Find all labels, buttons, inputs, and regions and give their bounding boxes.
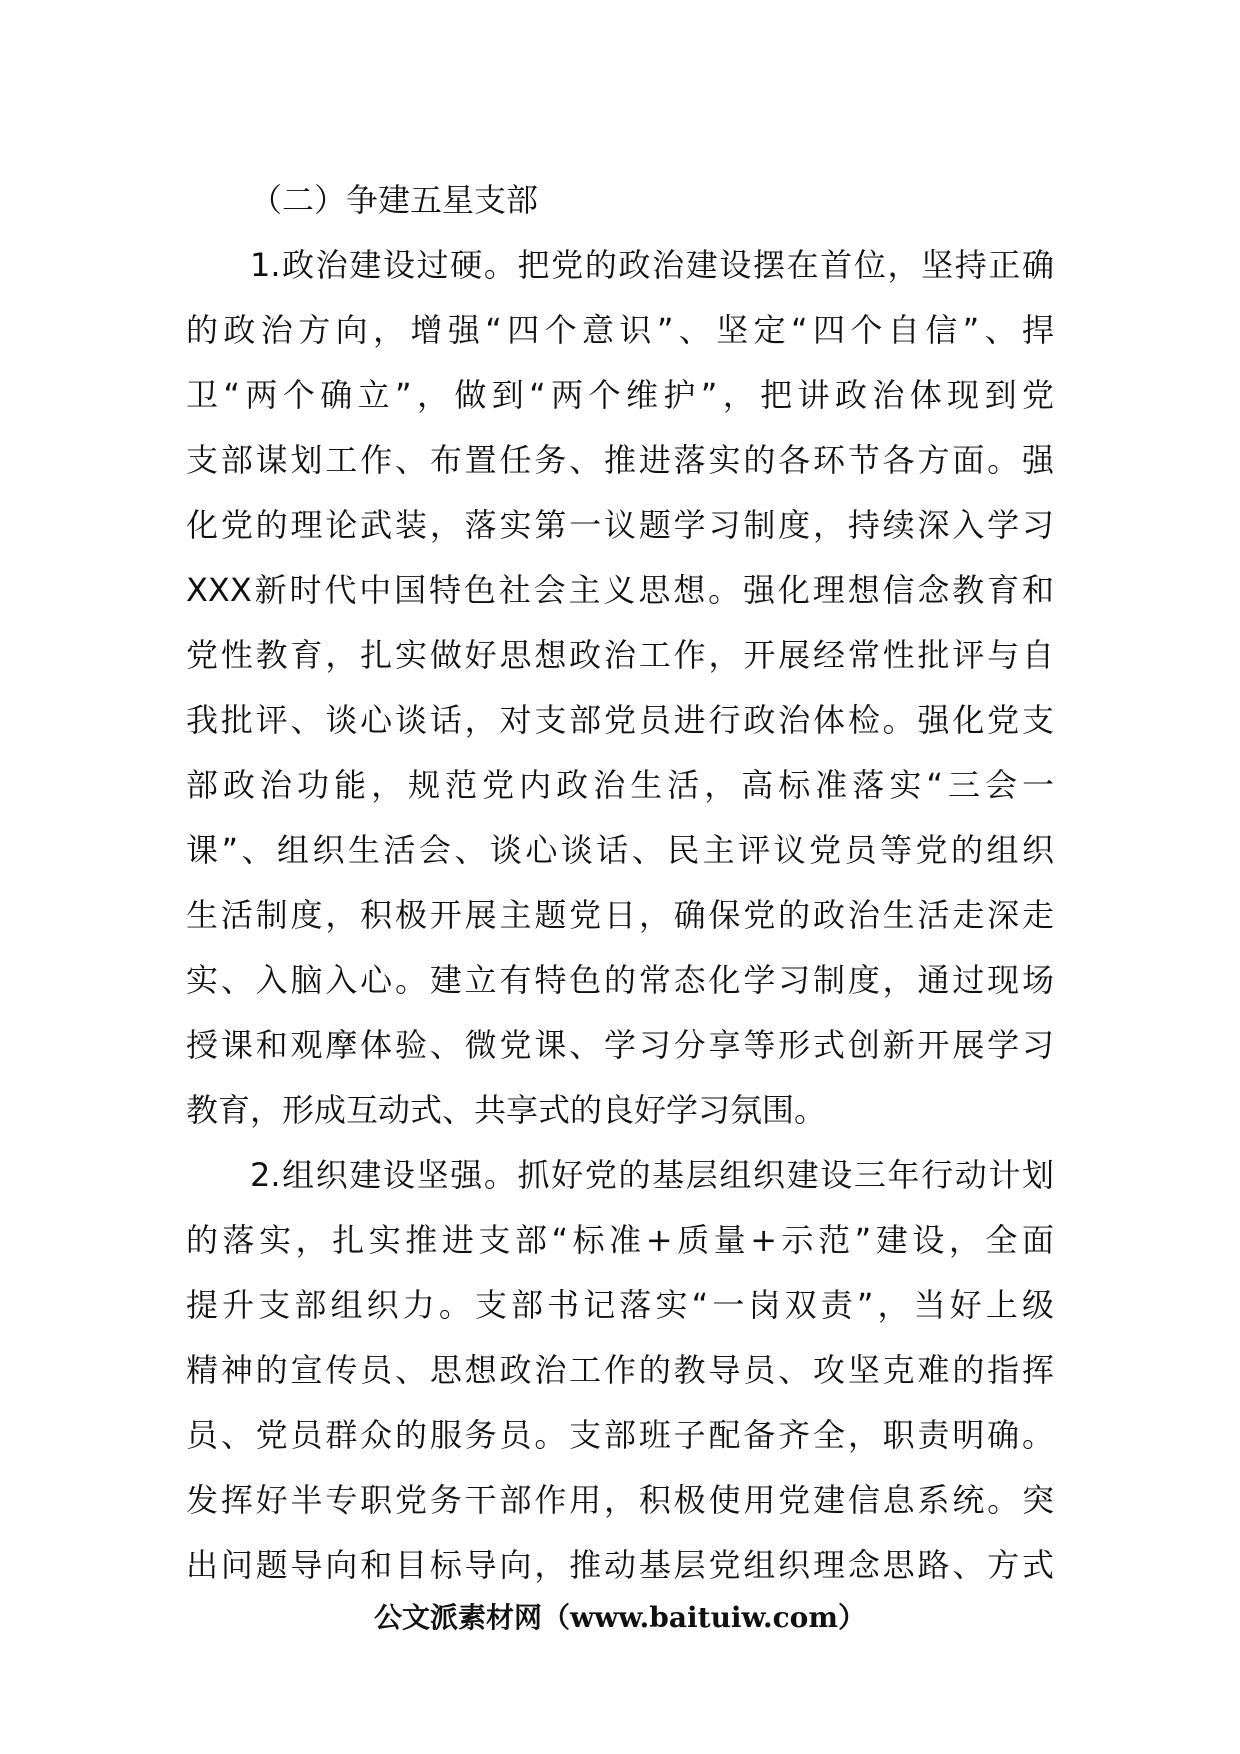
paragraph-line: 2.组织建设坚强。抓好党的基层组织建设三年行动计划	[250, 1156, 1054, 1194]
paragraph-line: 员、党员群众的服务员。支部班子配备齐全，职责明确。	[186, 1416, 1054, 1454]
section-heading: （二）争建五星支部	[250, 181, 539, 219]
paragraph-line: 实、入脑入心。建立有特色的常态化学习制度，通过现场	[186, 961, 1054, 999]
paragraph-line: 的政治方向，增强“四个意识”、坚定“四个自信”、捍	[186, 311, 1054, 349]
paragraph-line: XXX新时代中国特色社会主义思想。强化理想信念教育和	[186, 571, 1054, 609]
paragraph-line: 1.政治建设过硬。把党的政治建设摆在首位，坚持正确	[250, 246, 1054, 284]
paragraph-line: 卫“两个确立”，做到“两个维护”，把讲政治体现到党	[186, 376, 1054, 414]
paragraph-line: 教育，形成互动式、共享式的良好学习氛围。	[186, 1091, 827, 1129]
paragraph-line: 支部谋划工作、布置任务、推进落实的各环节各方面。强	[186, 441, 1054, 479]
paragraph-line: 课”、组织生活会、谈心谈话、民主评议党员等党的组织	[186, 831, 1054, 869]
paragraph-line: 发挥好半专职党务干部作用，积极使用党建信息系统。突	[186, 1481, 1054, 1519]
paragraph-line: 我批评、谈心谈话，对支部党员进行政治体检。强化党支	[186, 701, 1054, 739]
document-body	[186, 168, 1054, 1598]
paragraph-line: 部政治功能，规范党内政治生活，高标准落实“三会一	[186, 766, 1054, 804]
footer-watermark: 公文派素材网（www.baituiw.com）	[374, 1601, 866, 1634]
paragraph-line: 精神的宣传员、思想政治工作的教导员、攻坚克难的指挥	[186, 1351, 1054, 1389]
paragraph-line: 授课和观摩体验、微党课、学习分享等形式创新开展学习	[186, 1026, 1054, 1064]
paragraph-line: 提升支部组织力。支部书记落实“一岗双责”，当好上级	[186, 1286, 1054, 1324]
paragraph-line: 的落实，扎实推进支部“标准+质量+示范”建设，全面	[186, 1221, 1054, 1259]
paragraph-line: 生活制度，积极开展主题党日，确保党的政治生活走深走	[186, 896, 1054, 934]
paragraph-line: 党性教育，扎实做好思想政治工作，开展经常性批评与自	[186, 636, 1054, 674]
paragraph-line: 化党的理论武装，落实第一议题学习制度，持续深入学习	[186, 506, 1054, 544]
paragraph-line: 出问题导向和目标导向，推动基层党组织理念思路、方式	[186, 1546, 1054, 1584]
